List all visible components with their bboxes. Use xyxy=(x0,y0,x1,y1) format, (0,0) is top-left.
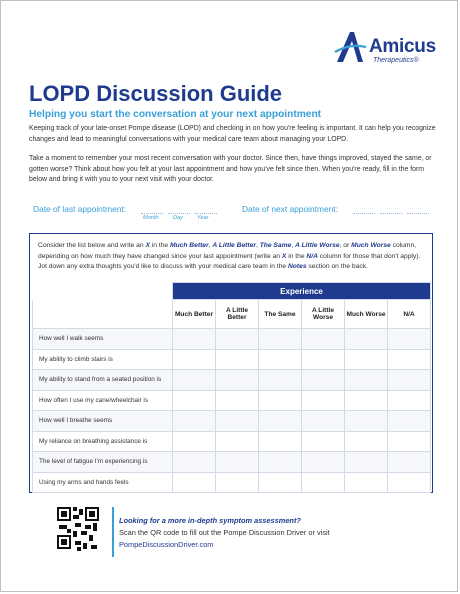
answer-cell[interactable] xyxy=(173,411,216,432)
next-appointment-label: Date of next appointment: xyxy=(242,204,338,214)
table-row xyxy=(33,411,431,432)
answer-cell[interactable] xyxy=(302,431,345,452)
amicus-logo xyxy=(333,28,443,70)
qr-code-icon[interactable] xyxy=(57,507,99,553)
answer-cell[interactable] xyxy=(216,411,259,432)
footer-instruction: Scan the QR code to fill out the Pompe Discussion Driver or visit xyxy=(119,528,330,537)
answer-cell[interactable] xyxy=(302,370,345,391)
answer-cell[interactable] xyxy=(216,390,259,411)
answer-cell[interactable] xyxy=(216,452,259,473)
table-row xyxy=(33,370,431,391)
answer-cell[interactable] xyxy=(216,370,259,391)
experience-header: Experience xyxy=(173,283,431,300)
row-label: Using my arms and hands feels xyxy=(33,472,173,493)
footer-divider xyxy=(112,507,114,557)
answer-cell[interactable] xyxy=(216,329,259,350)
answer-cell[interactable] xyxy=(388,431,431,452)
answer-cell[interactable] xyxy=(259,370,302,391)
answer-cell[interactable] xyxy=(302,390,345,411)
table-row xyxy=(33,472,431,493)
page-subtitle: Helping you start the conversation at your next appointment xyxy=(29,109,322,120)
answer-cell[interactable] xyxy=(259,472,302,493)
next-day-field[interactable] xyxy=(380,205,402,214)
answer-cell[interactable] xyxy=(216,431,259,452)
answer-cell[interactable] xyxy=(345,431,388,452)
col-a-little-worse: A Little Worse xyxy=(302,300,345,329)
col-a-little-better: A Little Better xyxy=(216,300,259,329)
answer-cell[interactable] xyxy=(345,472,388,493)
last-appointment-label: Date of last appointment: xyxy=(33,204,127,214)
next-year-field[interactable] xyxy=(407,205,429,214)
footer-question: Looking for a more in-depth symptom assessment? xyxy=(119,516,301,525)
table-row xyxy=(33,349,431,370)
answer-cell[interactable] xyxy=(388,329,431,350)
instructions: Consider the list below and write an X in the Much Better, A Little Better, The Same, A Little Worse, or Much Worse column, depending on how much they have changed since your last appointment (write an X in the N/A column for those that don't apply). Jot down any extra thoughts you'd like to discuss with your medical care team in the Notes section on the back. xyxy=(38,242,421,271)
logo-brand-text: Amicus xyxy=(369,36,436,57)
answer-cell[interactable] xyxy=(302,411,345,432)
table-row xyxy=(33,390,431,411)
answer-cell[interactable] xyxy=(216,349,259,370)
page-title: LOPD Discussion Guide xyxy=(29,81,283,106)
answer-cell[interactable] xyxy=(388,452,431,473)
col-much-better: Much Better xyxy=(173,300,216,329)
row-label: How well I breathe seems xyxy=(33,411,173,432)
answer-cell[interactable] xyxy=(302,452,345,473)
row-label: My ability to climb stairs is xyxy=(33,349,173,370)
answer-cell[interactable] xyxy=(345,452,388,473)
last-appointment-date-field[interactable] xyxy=(141,205,221,223)
answer-cell[interactable] xyxy=(388,390,431,411)
answer-cell[interactable] xyxy=(173,370,216,391)
year-label: Year xyxy=(197,215,209,221)
table-row xyxy=(33,329,431,350)
col-na: N/A xyxy=(388,300,431,329)
answer-cell[interactable] xyxy=(173,472,216,493)
table-row xyxy=(33,452,431,473)
answer-cell[interactable] xyxy=(173,349,216,370)
answer-cell[interactable] xyxy=(388,472,431,493)
answer-cell[interactable] xyxy=(388,349,431,370)
last-year-field[interactable] xyxy=(195,205,217,214)
row-label: How often I use my cane/wheelchair is xyxy=(33,390,173,411)
next-appointment-date-field[interactable] xyxy=(353,205,433,223)
answer-cell[interactable] xyxy=(388,411,431,432)
col-the-same: The Same xyxy=(259,300,302,329)
answer-cell[interactable] xyxy=(259,431,302,452)
last-month-field[interactable] xyxy=(141,205,163,214)
answer-cell[interactable] xyxy=(216,472,259,493)
answer-cell[interactable] xyxy=(173,390,216,411)
answer-cell[interactable] xyxy=(345,411,388,432)
answer-cell[interactable] xyxy=(173,452,216,473)
answer-cell[interactable] xyxy=(302,329,345,350)
intro-paragraph-2: Take a moment to remember your most recent conversation with your doctor. Since then, have things improved, stayed the same, or gotten worse? Think about how you felt at your last appointment and how you've felt since then. When you're ready, fill in the form below and bring it with you to your next visit with your doctor. xyxy=(29,155,432,184)
row-label: How well I walk seems xyxy=(33,329,173,350)
answer-cell[interactable] xyxy=(259,390,302,411)
answer-cell[interactable] xyxy=(388,370,431,391)
answer-cell[interactable] xyxy=(345,329,388,350)
row-label: My reliance on breathing assistance is xyxy=(33,431,173,452)
answer-cell[interactable] xyxy=(302,349,345,370)
next-month-field[interactable] xyxy=(353,205,375,214)
answer-cell[interactable] xyxy=(345,370,388,391)
table-row xyxy=(33,431,431,452)
experience-table xyxy=(32,282,431,493)
col-much-worse: Much Worse xyxy=(345,300,388,329)
row-label: The level of fatigue I'm experiencing is xyxy=(33,452,173,473)
answer-cell[interactable] xyxy=(259,329,302,350)
answer-cell[interactable] xyxy=(345,390,388,411)
intro-paragraph-1: Keeping track of your late-onset Pompe disease (LOPD) and checking in on how you're feeling is important. It can help you recognize changes and lead to meaningful conversations with your medical care team about managing your LOPD. xyxy=(29,125,436,143)
amicus-a-logo-icon xyxy=(333,28,367,66)
answer-cell[interactable] xyxy=(259,452,302,473)
answer-cell[interactable] xyxy=(345,349,388,370)
symptom-tracker-box xyxy=(29,233,433,493)
month-label: Month xyxy=(143,215,159,221)
footer xyxy=(1,501,459,593)
last-day-field[interactable] xyxy=(168,205,190,214)
row-label: My ability to stand from a seated position is xyxy=(33,370,173,391)
answer-cell[interactable] xyxy=(259,411,302,432)
answer-cell[interactable] xyxy=(173,329,216,350)
day-label: Day xyxy=(173,215,183,221)
answer-cell[interactable] xyxy=(173,431,216,452)
logo-sub-text: Therapeutics® xyxy=(373,57,419,64)
answer-cell[interactable] xyxy=(259,349,302,370)
footer-link[interactable]: PompeDiscussionDriver.com xyxy=(119,540,214,549)
answer-cell[interactable] xyxy=(302,472,345,493)
